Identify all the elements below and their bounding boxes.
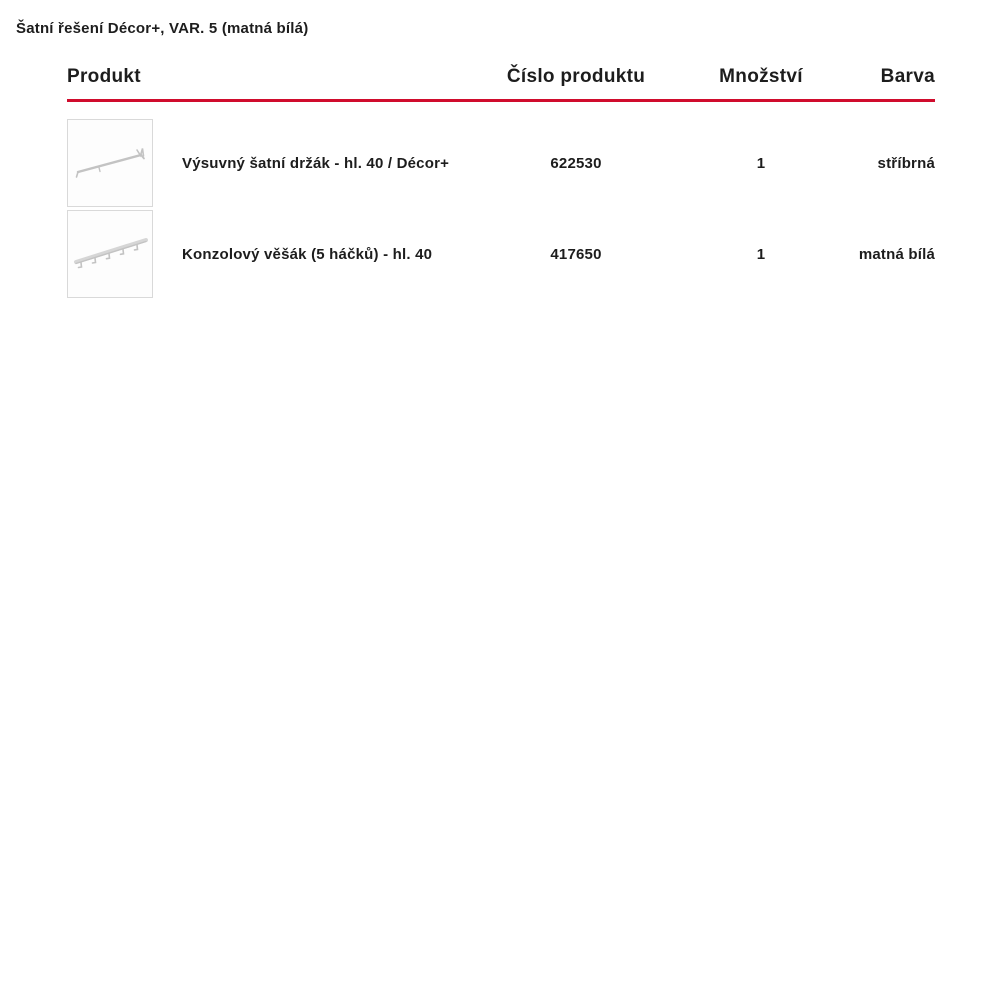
product-cell [67,119,450,207]
product-table [67,66,935,298]
hanger-5-hooks-icon [68,211,152,297]
table-row [67,210,935,298]
table-row [67,119,935,207]
product-quantity: 1 [756,245,766,263]
product-quantity: 1 [756,154,766,172]
product-color: matná bílá [858,245,935,263]
column-header-mnozstvi: Množství [719,66,803,87]
pull-out-rail-icon [68,120,152,206]
column-header-barva: Barva [880,66,935,87]
product-name: Konzolový věšák (5 háčků) - hl. 40 [182,245,433,263]
product-number: 417650 [550,245,602,263]
product-color: stříbrná [877,154,935,172]
product-number: 622530 [550,154,602,172]
page-title: Šatní řešení Décor+, VAR. 5 (matná bílá) [16,20,309,37]
table-header-row [67,66,935,102]
product-image-pull-out-rail [67,119,153,207]
product-image-hanger-rail [67,210,153,298]
product-cell [67,210,450,298]
column-header-produkt: Produkt [67,66,141,87]
product-name: Výsuvný šatní držák - hl. 40 / Décor+ [182,154,450,172]
column-header-cislo-produktu: Číslo produktu [506,66,646,87]
table-body [67,102,935,298]
